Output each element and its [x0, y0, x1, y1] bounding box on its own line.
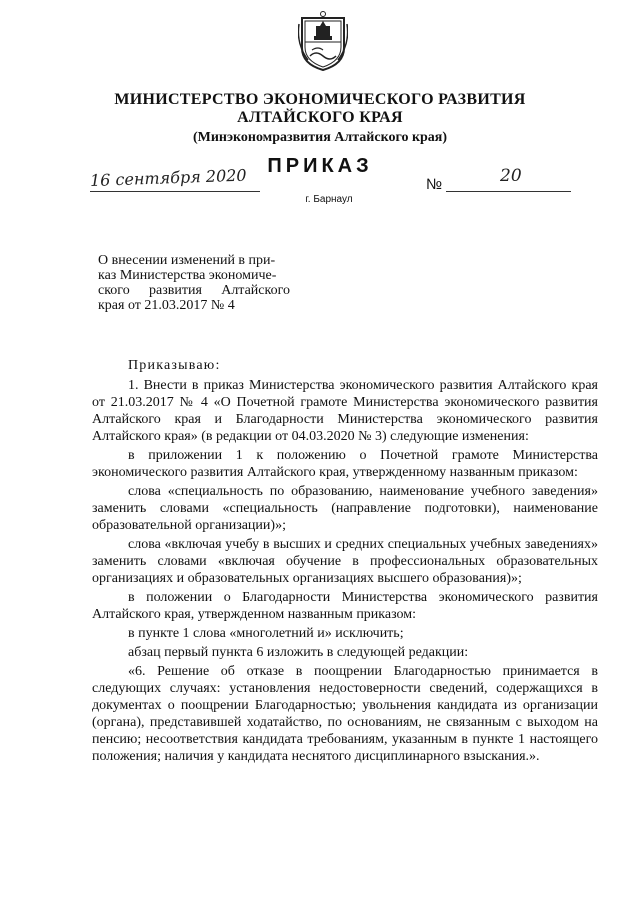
handwritten-number: 20	[500, 166, 522, 186]
order-lead: Приказываю:	[128, 358, 221, 373]
ministry-short-name: (Минэкономразвития Алтайского края)	[192, 130, 448, 145]
ministry-name-line2: АЛТАЙСКОГО КРАЯ	[237, 109, 403, 126]
order-paragraph: «6. Решение об отказе в поощрении Благодарностью принимается в следующих случаях: установления недостоверности сведений, содержащихся в документах о поощрении Благодарностью; увольнения кандидата из организации (органа), представившей ходатайство, по основаниям, не связанным с выходом на пенсию; несоответствия кандидата требованиям, указанным в пункте 1 настоящего положения; наличия у кандидата неснятого дисциплинарного взыскания.».	[92, 664, 598, 764]
document-type-title: ПРИКАЗ	[267, 155, 373, 177]
order-paragraph: в приложении 1 к положению о Почетной грамоте Министерства экономического развития Алтайского края, утвержденному названным приказом:	[92, 448, 598, 480]
order-paragraph: слова «специальность по образованию, наименование учебного заведения» заменить словами «специальность (направление подготовки), наименование образовательной организации)»;	[92, 484, 598, 533]
ministry-name-line1: МИНИСТЕРСТВО ЭКОНОМИЧЕСКОГО РАЗВИТИЯ	[114, 91, 526, 108]
number-label: №	[426, 176, 443, 193]
order-paragraph: слова «включая учебу в высших и средних специальных учебных заведениях» заменить словами «включая обучение в профессиональных образовательных организациях и образовательных организациях высшего образования)»;	[92, 537, 598, 586]
order-paragraph: в пункте 1 слова «многолетний и» исключить;	[128, 626, 404, 641]
city-name: г. Барнаул	[305, 194, 353, 205]
handwritten-date: 16 сентября 2020	[89, 165, 247, 191]
order-paragraph: 1. Внести в приказ Министерства экономического развития Алтайского края от 21.03.2017 № 4 «О Почетной грамоте Министерства экономического развития Алтайского края и Благодарности Министерства экономического развития Алтайского края» (в редакции от 04.03.2020 № 3) следующие изменения:	[92, 378, 598, 444]
order-subject	[98, 253, 290, 313]
subject-line: ского развития Алтайского	[98, 283, 290, 298]
subject-line: каз Министерства экономиче-	[98, 268, 277, 283]
subject-line: О внесении изменений в при-	[98, 253, 276, 268]
number-underline	[446, 191, 571, 192]
order-paragraph: в положении о Благодарности Министерства экономического развития Алтайского края, утвержденном названным приказом:	[92, 590, 598, 622]
date-underline	[90, 191, 260, 192]
order-body	[92, 357, 598, 767]
order-paragraph: абзац первый пункта 6 изложить в следующей редакции:	[128, 645, 469, 660]
subject-line: края от 21.03.2017 № 4	[98, 298, 235, 313]
coat-of-arms-emblem	[298, 10, 348, 72]
